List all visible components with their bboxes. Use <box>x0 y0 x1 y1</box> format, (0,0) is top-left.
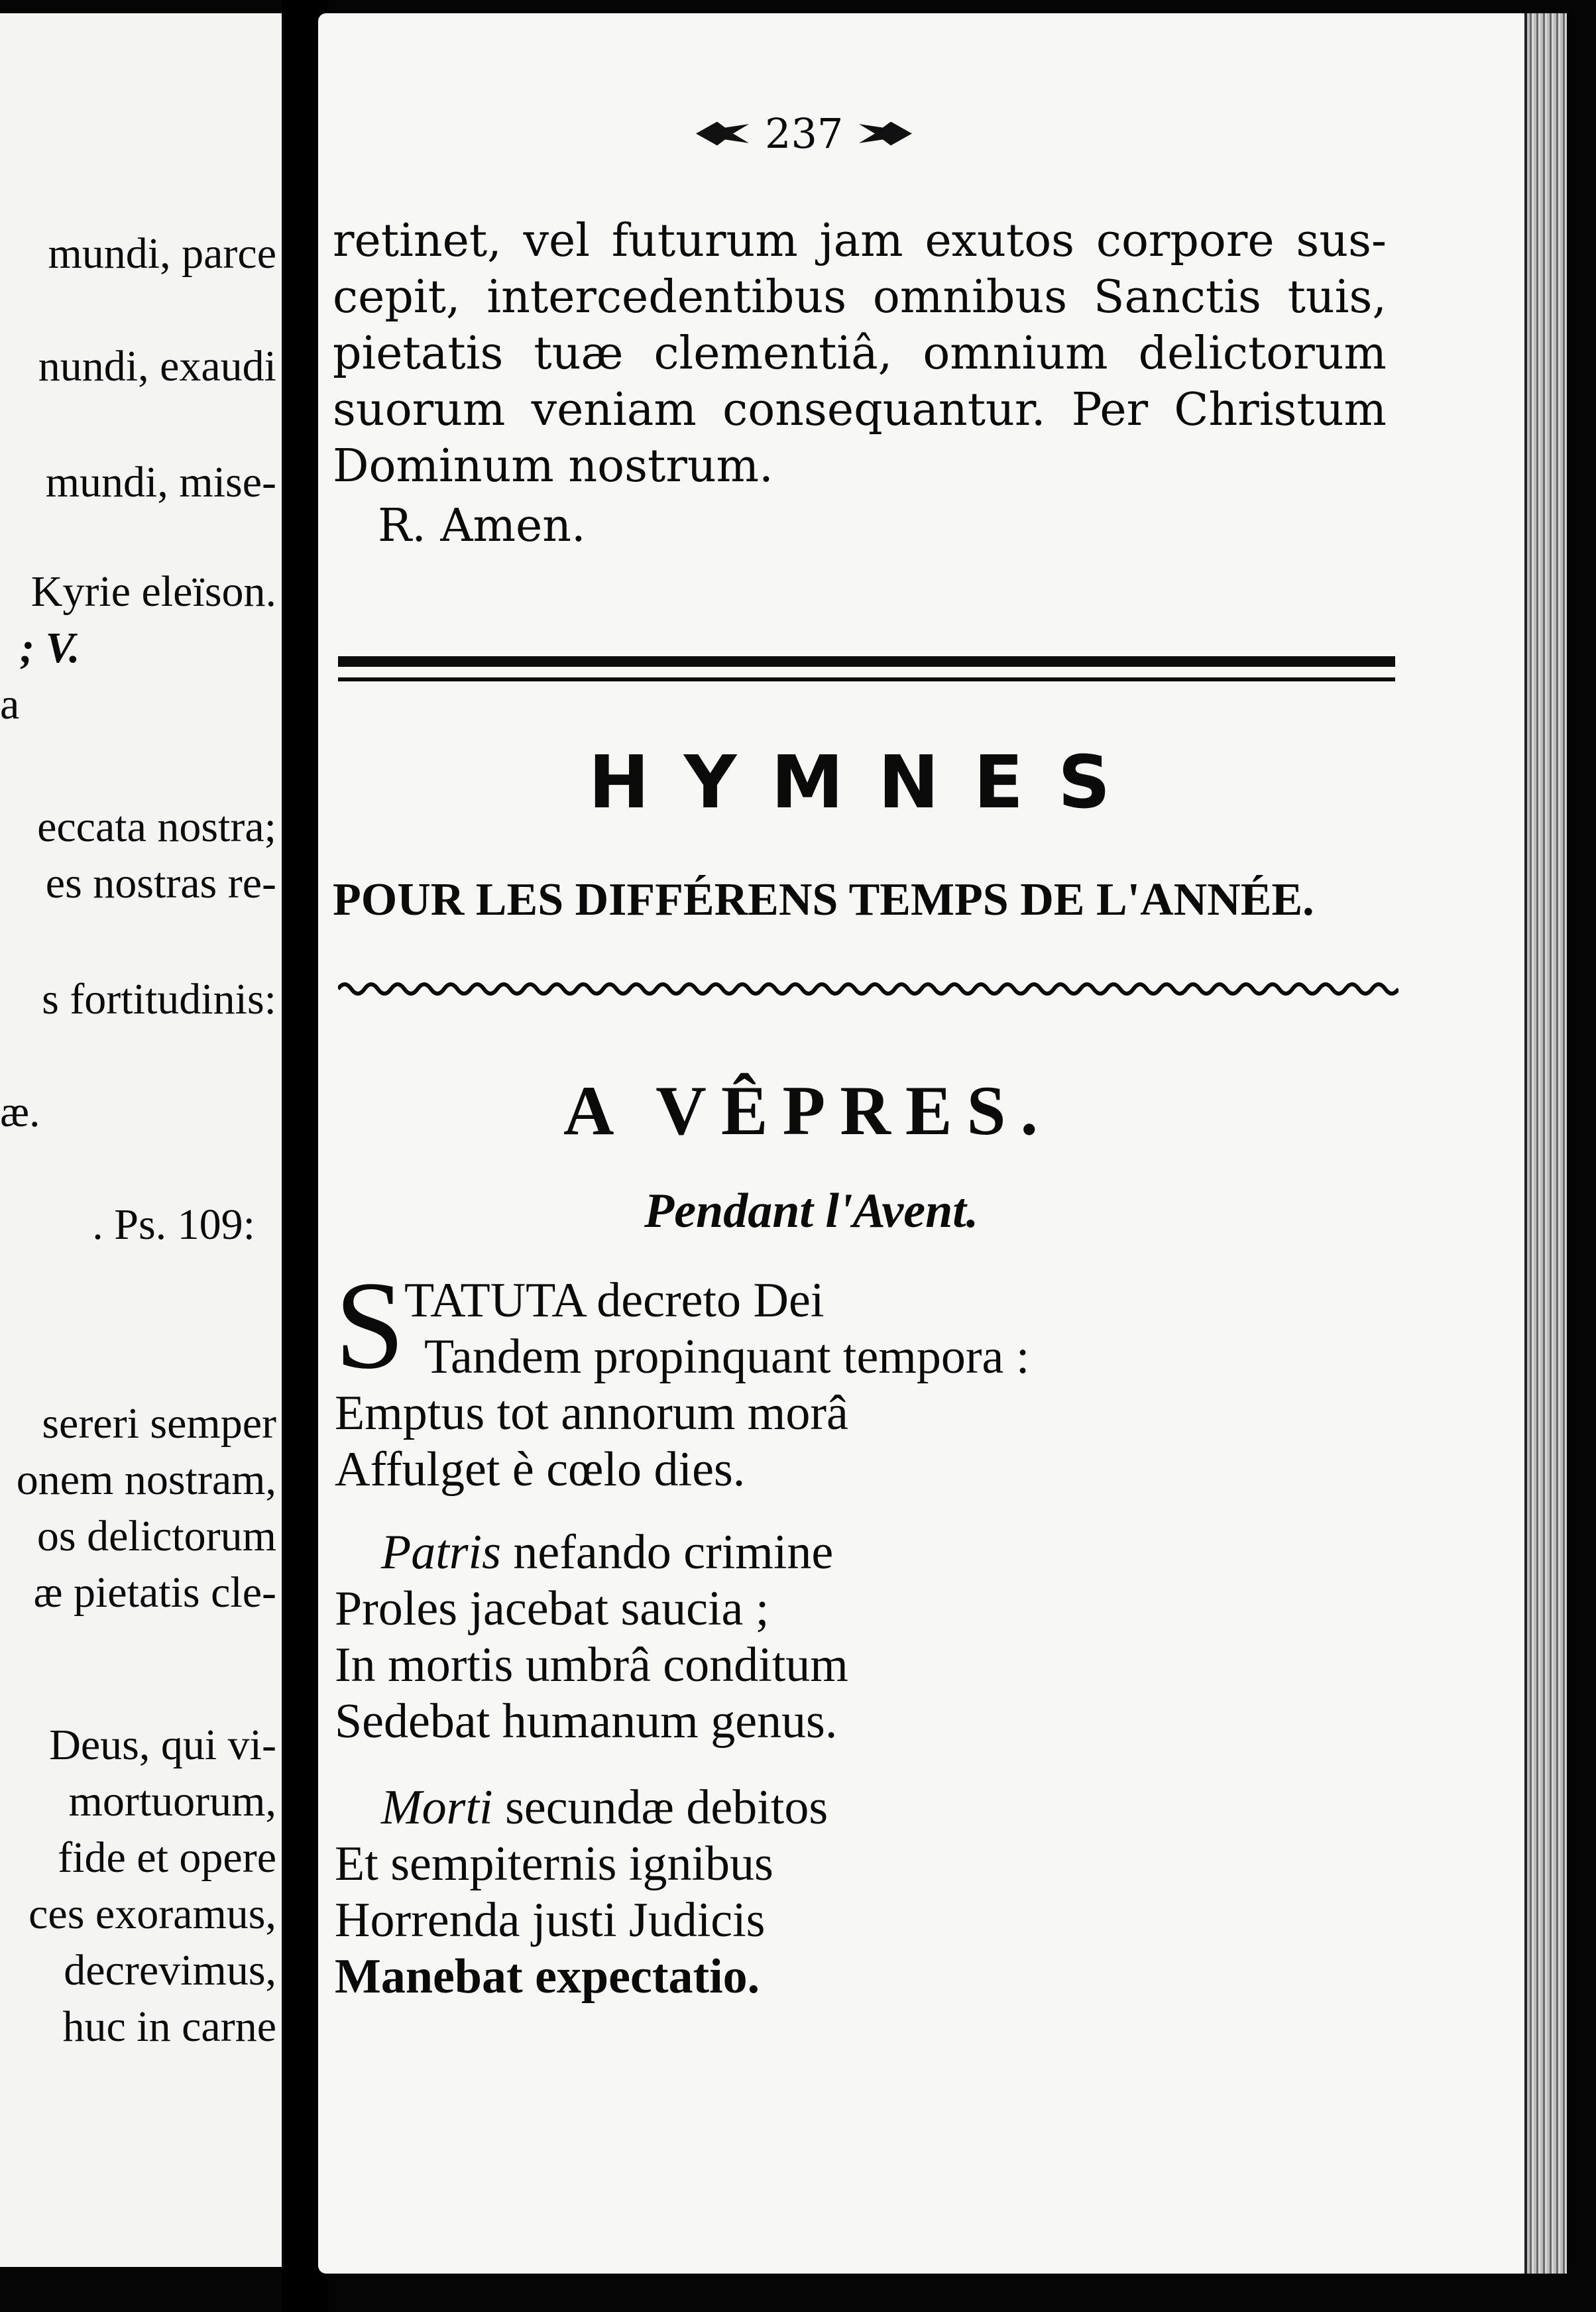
verse-line: Proles jacebat saucia ; <box>335 1582 770 1636</box>
page-edge <box>1524 13 1567 2274</box>
left-line: ces exoramus, <box>28 1890 276 1938</box>
verse-line: Horrenda justi Judicis <box>335 1893 766 1947</box>
left-line: mortuorum, <box>68 1777 276 1825</box>
left-line: mundi, mise- <box>45 458 276 506</box>
left-line: sereri semper <box>42 1399 276 1448</box>
verse-initial-word: Patris <box>381 1525 501 1580</box>
verse-line: Emptus tot annorum morâ <box>335 1386 848 1440</box>
verse-line <box>381 1525 834 1580</box>
left-line: decrevimus, <box>64 1946 276 1994</box>
left-line: fide et opere <box>58 1833 276 1882</box>
prayer-line: retinet, vel futurum jam exutos corpore sus- <box>333 215 1387 267</box>
wavy-divider <box>338 980 1398 998</box>
left-line: . Ps. 109: <box>92 1200 255 1249</box>
verse-line: Tandem propinquant tempora : <box>424 1330 1030 1384</box>
left-line: mundi, parce <box>48 229 276 278</box>
page-number-header <box>696 109 912 158</box>
left-line: a <box>0 680 20 728</box>
left-line: huc in carne <box>62 2002 276 2051</box>
verse-rest: secundæ debitos <box>492 1780 828 1835</box>
left-line: æ. <box>0 1088 40 1136</box>
ornament-left-icon <box>696 122 749 146</box>
hymn-rubric: Pendant l'Avent. <box>644 1184 979 1238</box>
verse-line <box>381 1780 828 1835</box>
drop-cap: S <box>335 1256 405 1395</box>
left-line: nundi, exaudi <box>38 342 276 390</box>
prayer-line: pietatis tuæ clementiâ, omnium delictorum <box>333 327 1387 380</box>
verse-rest: nefando crimine <box>500 1525 834 1580</box>
left-line: Deus, qui vi- <box>49 1721 276 1769</box>
left-line: æ pietatis cle- <box>33 1568 276 1617</box>
left-page <box>0 13 282 2267</box>
verse-line: Et sempiternis ignibus <box>335 1837 773 1891</box>
left-line: ; V. <box>20 624 80 672</box>
verse-line: Manebat expectatio. <box>335 1949 760 2004</box>
left-line: Kyrie eleïson. <box>30 567 276 616</box>
ornament-right-icon <box>859 122 912 146</box>
verse-initial-word: Morti <box>381 1780 493 1835</box>
prayer-response: R. Amen. <box>378 500 586 552</box>
verse-line: TATUTA decreto Dei <box>404 1273 825 1328</box>
left-line: es nostras re- <box>45 859 276 907</box>
left-line: eccata nostra; <box>37 803 276 851</box>
hymn-title: A VÊPRES. <box>563 1072 1053 1149</box>
section-title: HYMNES <box>588 740 1145 825</box>
left-line: s fortitudinis: <box>42 975 276 1023</box>
section-rule-thick <box>338 656 1395 667</box>
section-rule-thin <box>338 677 1395 681</box>
verse-line: Affulget è cœlo dies. <box>335 1442 746 1497</box>
prayer-line: Dominum nostrum. <box>333 440 773 492</box>
left-line: onem nostram, <box>16 1456 276 1504</box>
left-line: os delictorum <box>36 1512 276 1560</box>
verse-line: In mortis umbrâ conditum <box>335 1638 848 1692</box>
verse-line: Sedebat humanum genus. <box>335 1694 838 1749</box>
page-number: 237 <box>765 109 844 158</box>
prayer-line: suorum veniam consequantur. Per Christum <box>333 384 1387 436</box>
section-subtitle: POUR LES DIFFÉRENS TEMPS DE L'ANNÉE. <box>333 874 1314 925</box>
prayer-line: cepit, intercedentibus omnibus Sanctis tuis, <box>333 271 1387 323</box>
